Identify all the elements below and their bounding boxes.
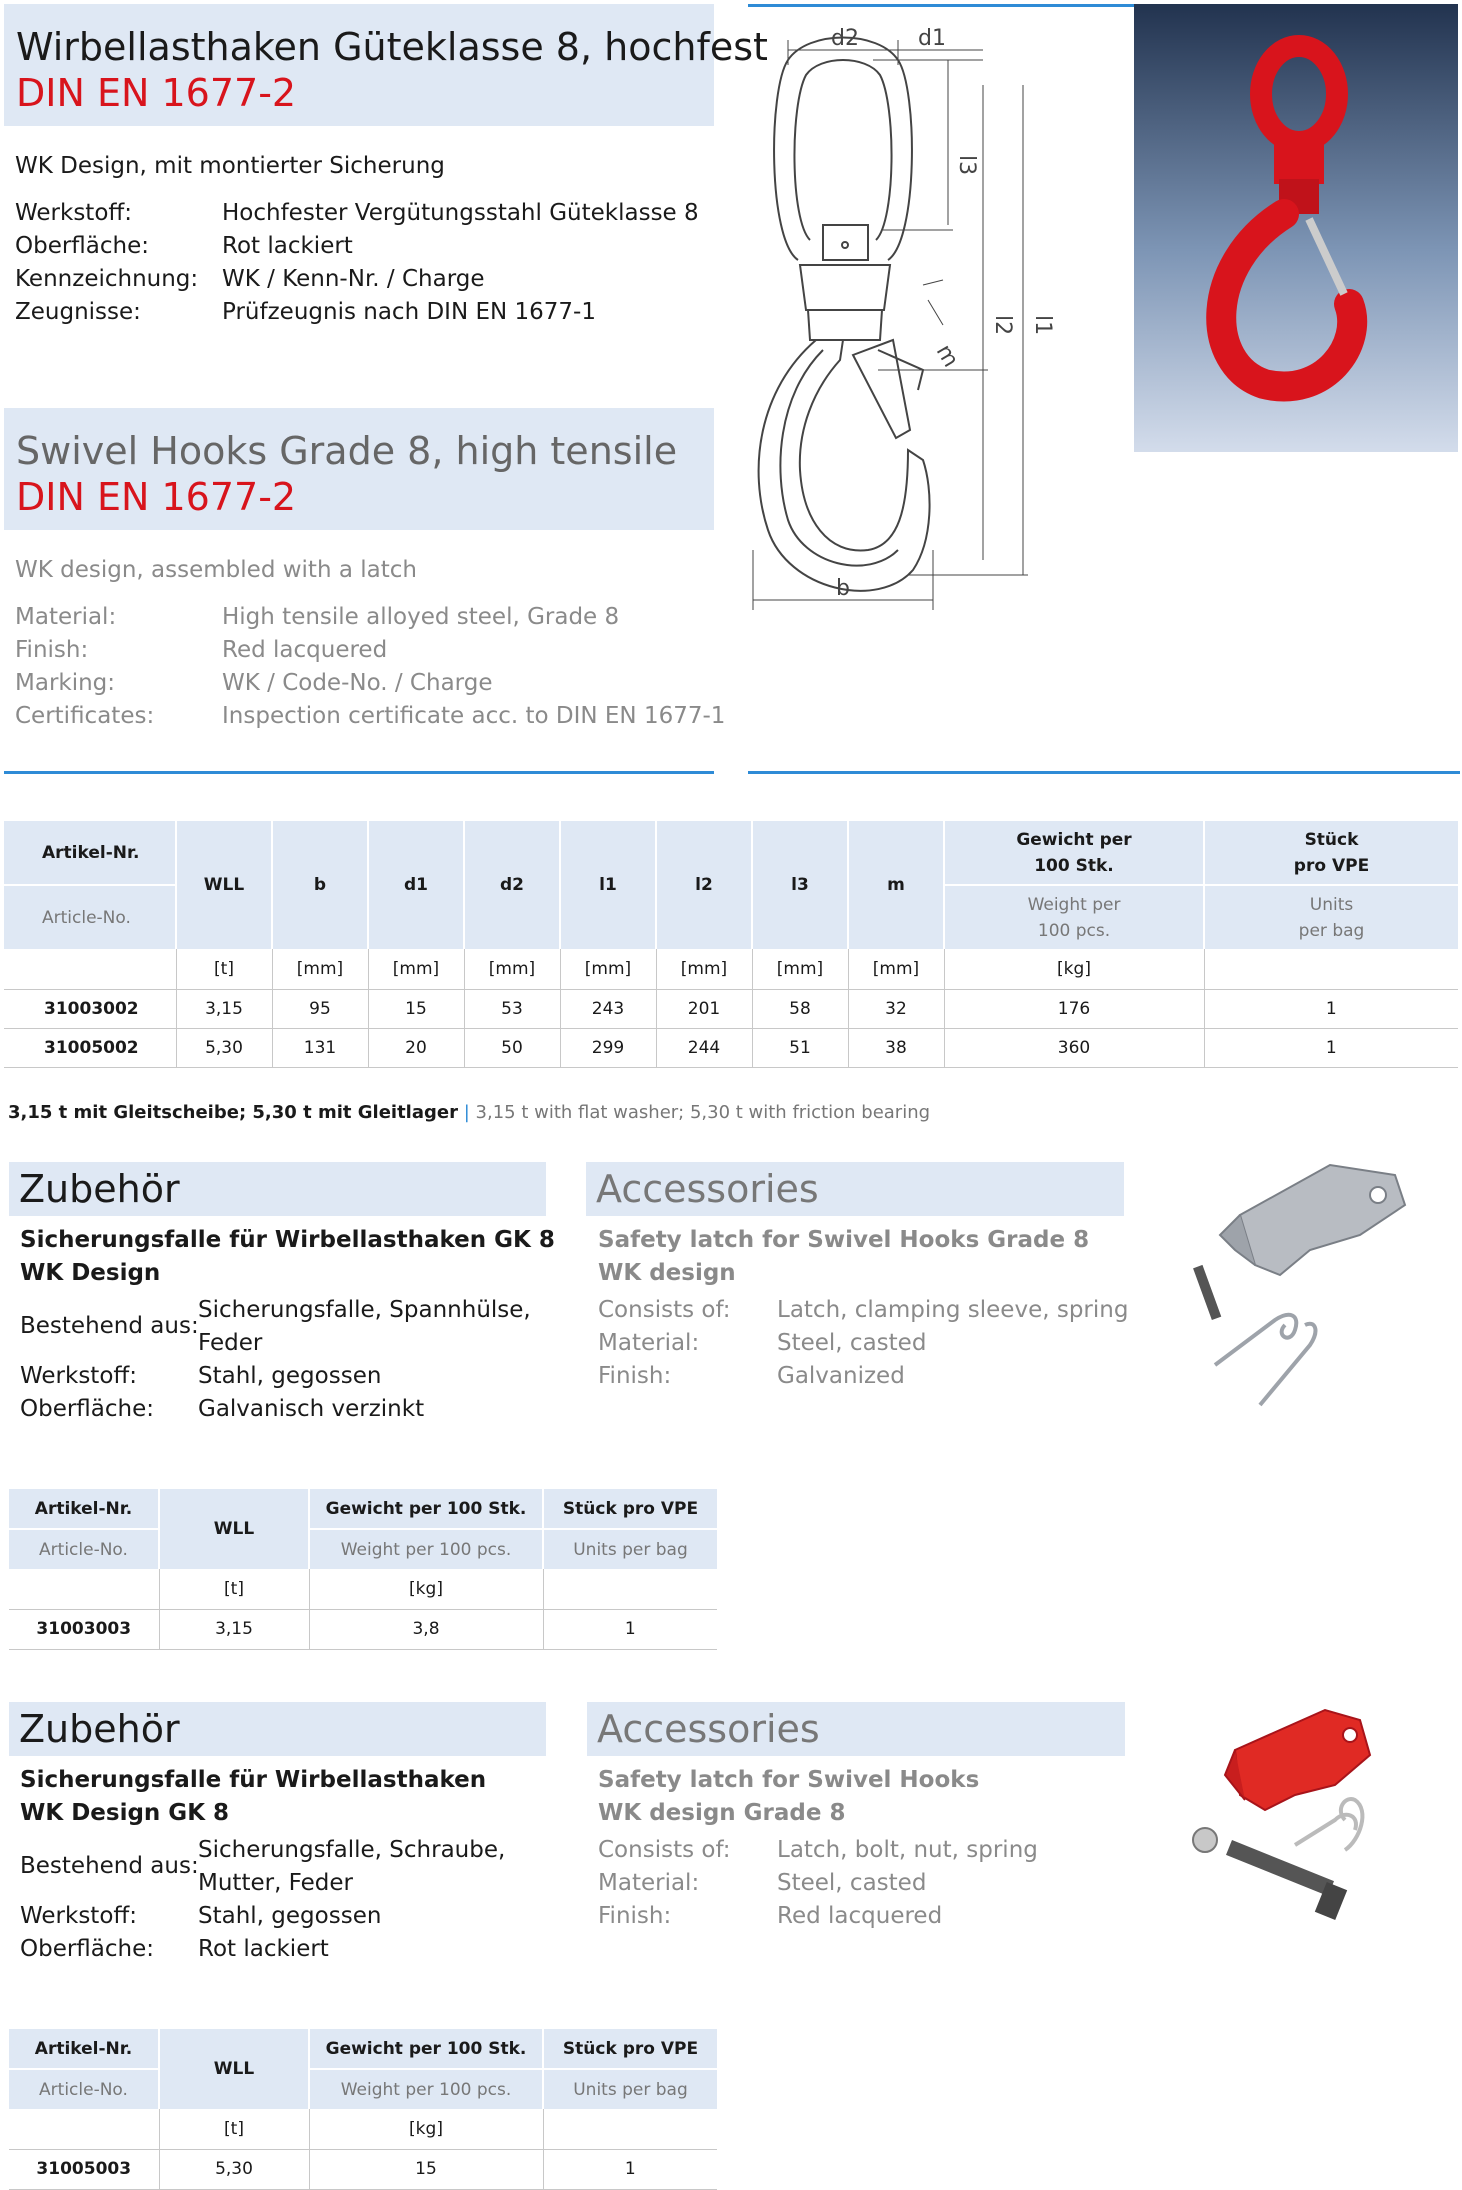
cell: 299 bbox=[560, 1028, 656, 1067]
acc1-en-name bbox=[598, 1224, 1089, 1290]
acc2-en-name-line: WK design Grade 8 bbox=[598, 1800, 846, 1826]
acc2-en-value: Latch, bolt, nut, spring bbox=[777, 1837, 1038, 1863]
unit-cell-empty bbox=[1204, 949, 1458, 989]
dim-label-l3: l3 bbox=[954, 155, 979, 176]
acc2-de-title: Zubehör bbox=[9, 1702, 546, 1756]
note-de: 3,15 t mit Gleitscheibe; 5,30 t mit Gleitlager bbox=[8, 1102, 458, 1123]
dim-label-d2: d2 bbox=[831, 26, 859, 51]
product-photo-red-latch bbox=[1185, 1700, 1435, 1960]
th-article-de: Artikel-Nr. bbox=[9, 2029, 159, 2069]
th-units-en bbox=[1204, 885, 1458, 949]
acc1-de-label: Werkstoff: bbox=[20, 1363, 137, 1389]
de-description: WK Design, mit montierter Sicherung bbox=[15, 153, 445, 179]
acc1-de-label: Bestehend aus: bbox=[20, 1313, 199, 1339]
unit-cell: [kg] bbox=[309, 2109, 543, 2149]
product-photo-swivel-hook bbox=[1134, 4, 1458, 452]
th-units-en-line: Units bbox=[1309, 894, 1354, 915]
cell-article: 31003002 bbox=[44, 998, 139, 1019]
cell: 15 bbox=[368, 989, 464, 1028]
cell: 1 bbox=[1204, 1028, 1458, 1067]
acc1-en-title: Accessories bbox=[586, 1162, 1124, 1216]
acc1-de-label: Oberfläche: bbox=[20, 1396, 155, 1422]
acc2-de-value: Mutter, Feder bbox=[198, 1870, 354, 1896]
th-article-en: Article-No. bbox=[42, 907, 131, 928]
cell: 201 bbox=[656, 989, 752, 1028]
table-row bbox=[4, 989, 1458, 1028]
acc1-de-value: Sicherungsfalle, Spannhülse, bbox=[198, 1297, 531, 1323]
acc1-en-value: Latch, clamping sleeve, spring bbox=[777, 1297, 1129, 1323]
de-prop-label: Oberfläche: bbox=[15, 233, 150, 259]
de-prop-label: Kennzeichnung: bbox=[15, 266, 199, 292]
cell: 50 bbox=[464, 1028, 560, 1067]
acc1-en-label: Finish: bbox=[598, 1363, 672, 1389]
acc1-en-props bbox=[598, 1294, 1129, 1394]
unit-cell: [mm] bbox=[752, 949, 848, 989]
acc1-en-value: Galvanized bbox=[777, 1363, 905, 1389]
main-spec-table bbox=[4, 821, 1458, 1068]
unit-cell: [mm] bbox=[848, 949, 944, 989]
table-row bbox=[9, 2149, 717, 2189]
th-weight-de: Gewicht per 100 Stk. bbox=[309, 2029, 543, 2069]
acc2-en-value: Red lacquered bbox=[777, 1903, 943, 1929]
cell: 51 bbox=[752, 1028, 848, 1067]
acc1-de-value: Feder bbox=[198, 1330, 263, 1356]
note-en: 3,15 t with flat washer; 5,30 t with friction bearing bbox=[475, 1102, 931, 1123]
acc2-de-value: Rot lackiert bbox=[198, 1936, 329, 1962]
en-standard: DIN EN 1677-2 bbox=[16, 475, 297, 519]
cell: 38 bbox=[848, 1028, 944, 1067]
de-title: Wirbellasthaken Güteklasse 8, hochfest bbox=[16, 25, 768, 69]
cell: 3,15 bbox=[176, 989, 272, 1028]
cell: 5,30 bbox=[176, 1028, 272, 1067]
acc2-en-name bbox=[598, 1764, 979, 1830]
th-units-de: Stück pro VPE bbox=[543, 2029, 717, 2069]
product-photo-galvanized-latch bbox=[1180, 1155, 1420, 1415]
th-weight-en-line: Weight per bbox=[1027, 894, 1121, 915]
th-weight-de bbox=[944, 821, 1204, 885]
unit-cell: [mm] bbox=[560, 949, 656, 989]
th-d2: d2 bbox=[464, 821, 560, 949]
acc1-de-props bbox=[20, 1294, 540, 1424]
th-article-de: Artikel-Nr. bbox=[9, 1489, 159, 1529]
th-weight-en-line: 100 pcs. bbox=[1037, 920, 1111, 941]
th-weight-en: Weight per 100 pcs. bbox=[309, 2069, 543, 2109]
cell: 95 bbox=[272, 989, 368, 1028]
acc2-de-value: Sicherungsfalle, Schraube, bbox=[198, 1837, 506, 1863]
th-b: b bbox=[272, 821, 368, 949]
divider bbox=[4, 771, 714, 774]
de-prop-label: Zeugnisse: bbox=[15, 299, 141, 325]
en-prop-label: Marking: bbox=[15, 670, 116, 696]
acc2-de-name bbox=[20, 1764, 486, 1830]
th-article-de: Artikel-Nr. bbox=[4, 821, 176, 885]
unit-cell-empty bbox=[543, 1569, 717, 1609]
en-description: WK design, assembled with a latch bbox=[15, 557, 417, 583]
unit-cell-empty bbox=[543, 2109, 717, 2149]
divider bbox=[748, 771, 1460, 774]
unit-cell: [mm] bbox=[464, 949, 560, 989]
de-prop-value: Hochfester Vergütungsstahl Güteklasse 8 bbox=[222, 200, 699, 226]
th-units-de bbox=[1204, 821, 1458, 885]
th-article-en: Article-No. bbox=[39, 1539, 128, 1560]
unit-cell-empty bbox=[9, 2109, 159, 2149]
th-units-de-line: Stück bbox=[1304, 829, 1359, 850]
cell: 360 bbox=[944, 1028, 1204, 1067]
acc1-table bbox=[9, 1489, 717, 1650]
note-separator: | bbox=[463, 1102, 470, 1123]
th-weight-de: Gewicht per 100 Stk. bbox=[309, 1489, 543, 1529]
cell: 243 bbox=[560, 989, 656, 1028]
acc1-de-name bbox=[20, 1224, 555, 1290]
cell: 244 bbox=[656, 1028, 752, 1067]
acc2-de-label: Werkstoff: bbox=[20, 1903, 137, 1929]
hook-technical-drawing bbox=[748, 10, 1134, 620]
unit-cell: [mm] bbox=[272, 949, 368, 989]
dim-label-b: b bbox=[836, 576, 850, 601]
en-title: Swivel Hooks Grade 8, high tensile bbox=[16, 429, 678, 473]
dim-label-m: m bbox=[930, 340, 964, 372]
dim-label-d1: d1 bbox=[918, 26, 946, 51]
acc2-de-props bbox=[20, 1834, 540, 1964]
th-wll: WLL bbox=[159, 1489, 309, 1569]
acc1-de-name-line: Sicherungsfalle für Wirbellasthaken GK 8 bbox=[20, 1227, 555, 1253]
en-prop-label: Material: bbox=[15, 604, 117, 630]
table-row bbox=[4, 1028, 1458, 1067]
acc1-de-value: Stahl, gegossen bbox=[198, 1363, 382, 1389]
th-weight-en: Weight per 100 pcs. bbox=[309, 1529, 543, 1569]
th-l3: l3 bbox=[752, 821, 848, 949]
acc1-en-name-line: WK design bbox=[598, 1260, 736, 1286]
unit-cell: [t] bbox=[176, 949, 272, 989]
acc1-de-name-line: WK Design bbox=[20, 1260, 161, 1286]
th-units-en-line: per bag bbox=[1298, 920, 1365, 941]
de-title-box bbox=[4, 4, 768, 126]
acc1-en-label: Material: bbox=[598, 1330, 700, 1356]
th-units-en: Units per bag bbox=[543, 1529, 717, 1569]
acc2-de-name-line: Sicherungsfalle für Wirbellasthaken bbox=[20, 1767, 487, 1793]
unit-cell: [mm] bbox=[656, 949, 752, 989]
en-prop-value: High tensile alloyed steel, Grade 8 bbox=[222, 604, 620, 630]
th-l1: l1 bbox=[560, 821, 656, 949]
acc2-en-label: Finish: bbox=[598, 1903, 672, 1929]
unit-cell: [t] bbox=[159, 1569, 309, 1609]
th-units-en: Units per bag bbox=[543, 2069, 717, 2109]
th-weight-de-line: Gewicht per bbox=[1016, 829, 1132, 850]
acc2-de-label: Bestehend aus: bbox=[20, 1853, 199, 1879]
unit-cell-empty bbox=[4, 949, 176, 989]
cell: 53 bbox=[464, 989, 560, 1028]
acc1-en-name-line: Safety latch for Swivel Hooks Grade 8 bbox=[598, 1227, 1090, 1253]
th-l2: l2 bbox=[656, 821, 752, 949]
cell: 131 bbox=[272, 1028, 368, 1067]
cell: 58 bbox=[752, 989, 848, 1028]
th-wll: WLL bbox=[176, 821, 272, 949]
dim-label-l2: l2 bbox=[990, 315, 1015, 336]
cell: 32 bbox=[848, 989, 944, 1028]
th-m: m bbox=[848, 821, 944, 949]
acc2-en-label: Material: bbox=[598, 1870, 700, 1896]
acc2-en-value: Steel, casted bbox=[777, 1870, 927, 1896]
acc2-table bbox=[9, 2029, 717, 2190]
cell: 3,8 bbox=[309, 1609, 543, 1649]
acc2-en-props bbox=[598, 1834, 1118, 1934]
cell-article: 31005003 bbox=[36, 2159, 132, 2179]
table-note bbox=[8, 1102, 930, 1123]
th-article-en: Article-No. bbox=[39, 2079, 128, 2100]
acc2-de-value: Stahl, gegossen bbox=[198, 1903, 382, 1929]
de-prop-value: Rot lackiert bbox=[222, 233, 353, 259]
de-prop-value: Prüfzeugnis nach DIN EN 1677-1 bbox=[222, 299, 596, 325]
cell: 1 bbox=[1204, 989, 1458, 1028]
en-prop-value: WK / Code-No. / Charge bbox=[222, 670, 493, 696]
acc1-en-label: Consists of: bbox=[598, 1297, 731, 1323]
unit-cell: [kg] bbox=[309, 1569, 543, 1609]
acc2-en-name-line: Safety latch for Swivel Hooks bbox=[598, 1767, 980, 1793]
cell: 3,15 bbox=[159, 1609, 309, 1649]
unit-cell: [mm] bbox=[368, 949, 464, 989]
th-d1: d1 bbox=[368, 821, 464, 949]
cell-article: 31005002 bbox=[44, 1037, 139, 1058]
en-prop-value: Red lacquered bbox=[222, 637, 388, 663]
acc2-de-name-line: WK Design GK 8 bbox=[20, 1800, 230, 1826]
unit-cell-empty bbox=[9, 1569, 159, 1609]
th-units-de: Stück pro VPE bbox=[543, 1489, 717, 1529]
de-prop-label: Werkstoff: bbox=[15, 200, 132, 226]
cell: 15 bbox=[309, 2149, 543, 2189]
acc2-de-label: Oberfläche: bbox=[20, 1936, 155, 1962]
cell: 5,30 bbox=[159, 2149, 309, 2189]
table-row bbox=[9, 1609, 717, 1649]
acc1-de-value: Galvanisch verzinkt bbox=[198, 1396, 425, 1422]
cell: 176 bbox=[944, 989, 1204, 1028]
acc1-de-title: Zubehör bbox=[9, 1162, 546, 1216]
de-standard: DIN EN 1677-2 bbox=[16, 71, 297, 115]
acc2-en-title: Accessories bbox=[587, 1702, 1125, 1756]
th-units-de-line: pro VPE bbox=[1293, 855, 1370, 876]
acc1-en-value: Steel, casted bbox=[777, 1330, 927, 1356]
cell-article: 31003003 bbox=[36, 1619, 132, 1639]
de-prop-value: WK / Kenn-Nr. / Charge bbox=[222, 266, 485, 292]
th-weight-de-line: 100 Stk. bbox=[1034, 855, 1114, 876]
acc2-en-label: Consists of: bbox=[598, 1837, 731, 1863]
en-prop-value: Inspection certificate acc. to DIN EN 1677-1 bbox=[222, 703, 726, 729]
cell: 1 bbox=[543, 2149, 717, 2189]
unit-cell: [t] bbox=[159, 2109, 309, 2149]
th-wll: WLL bbox=[159, 2029, 309, 2109]
divider bbox=[748, 4, 1134, 7]
en-title-box bbox=[4, 408, 714, 530]
en-prop-label: Certificates: bbox=[15, 703, 155, 729]
cell: 1 bbox=[543, 1609, 717, 1649]
dim-label-l1: l1 bbox=[1030, 315, 1055, 336]
cell: 20 bbox=[368, 1028, 464, 1067]
th-weight-en bbox=[944, 885, 1204, 949]
en-prop-label: Finish: bbox=[15, 637, 89, 663]
unit-cell: [kg] bbox=[944, 949, 1204, 989]
